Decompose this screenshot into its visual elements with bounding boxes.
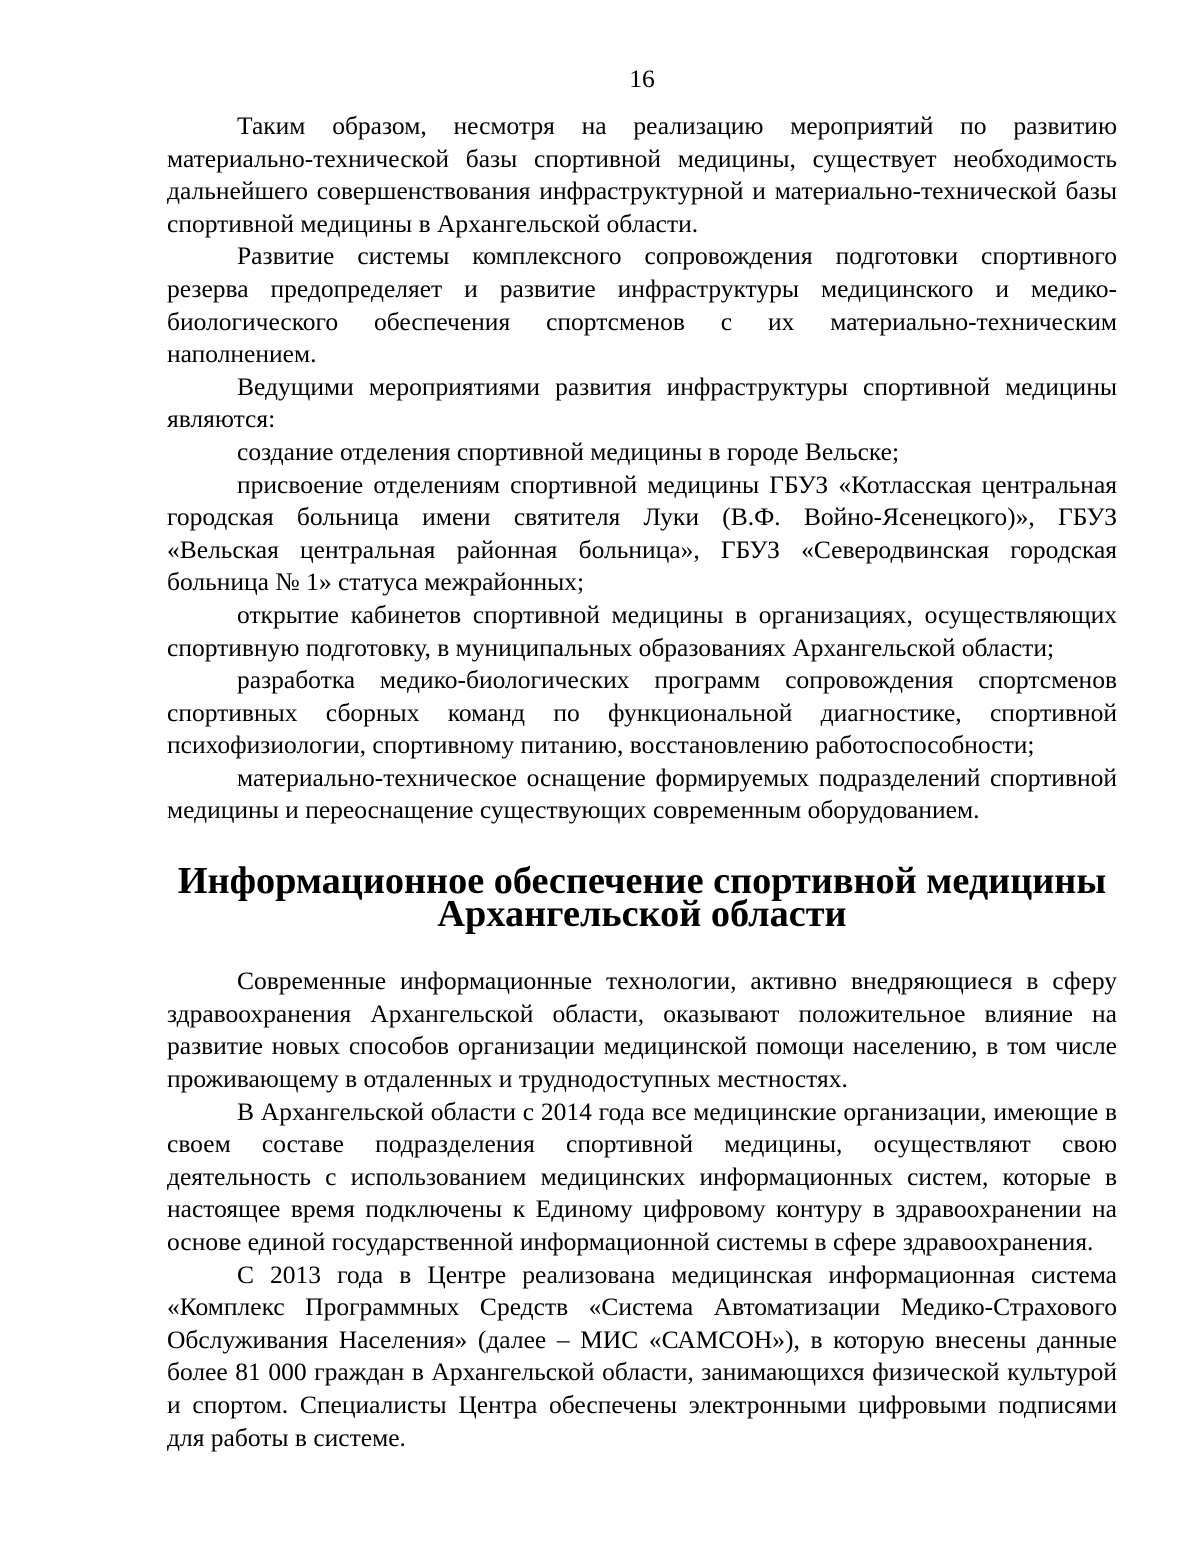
- document-page: [167, 62, 1117, 1454]
- section-heading-line-1: Информационное обеспечение спортивной медицины: [177, 860, 1107, 903]
- section-heading: [167, 860, 1117, 935]
- paragraph: В Архангельской области с 2014 года все медицинские организации, имеющие в своем составе подразделения спортивной медицины, осуществляют свою деятельность с использованием медицинских информационных систем, которые в настоящее время подключены к Единому цифровому контуру в здравоохранении на основе единой государственной информационной системы в сфере здравоохранения.: [167, 1096, 1117, 1256]
- list-item: создание отделения спортивной медицины в городе Вельске;: [237, 436, 900, 466]
- section-heading-line-2: Архангельской области: [437, 892, 847, 935]
- page-number: 16: [629, 64, 655, 93]
- paragraph: С 2013 года в Центре реализована медицинская информационная система «Комплекс Программных Средств «Система Автоматизации Медико-Страхового Обслуживания Населения» (далее – МИС «САМСОН»), в которую внесены данные более 81 000 граждан в Архангельской области, занимающихся физической культурой и спортом. Специалисты Центра обеспечены электронными цифровыми подписями для работы в системе.: [167, 1259, 1117, 1452]
- list-item: разработка медико-биологических программ сопровождения спортсменов спортивных сборных команд по функциональной диагностике, спортивной психофизиологии, спортивному питанию, восстановлению работоспособности;: [167, 665, 1117, 760]
- list-item: присвоение отделениям спортивной медицины ГБУЗ «Котласская центральная городская больница имени святителя Луки (В.Ф. Войно-Ясенецкого)», ГБУЗ «Вельская центральная районная больница», ГБУЗ «Северодвинская городская больница № 1» статуса межрайонных;: [167, 469, 1117, 597]
- paragraph: Ведущими мероприятиями развития инфраструктуры спортивной медицины являются:: [167, 371, 1117, 434]
- list-item: материально-техническое оснащение формируемых подразделений спортивной медицины и переоснащение существующих современным оборудованием.: [167, 762, 1117, 825]
- list-item: открытие кабинетов спортивной медицины в организациях, осуществляющих спортивную подготовку, в муниципальных образованиях Архангельской области;: [167, 599, 1117, 662]
- paragraph: Современные информационные технологии, активно внедряющиеся в сферу здравоохранения Архангельской области, оказывают положительное влияние на развитие новых способов организации медицинской помощи населению, в том числе проживающему в отдаленных и труднодоступных местностях.: [167, 966, 1117, 1094]
- paragraph: Таким образом, несмотря на реализацию мероприятий по развитию материально-технической базы спортивной медицины, существует необходимость дальнейшего совершенствования инфраструктурной и материально-технической базы спортивной медицины в Архангельской области.: [167, 111, 1117, 238]
- paragraph: Развитие системы комплексного сопровождения подготовки спортивного резерва предопределяет и развитие инфраструктуры медицинского и медико-биологического обеспечения спортсменов с их материально-техническим наполнением.: [167, 241, 1117, 369]
